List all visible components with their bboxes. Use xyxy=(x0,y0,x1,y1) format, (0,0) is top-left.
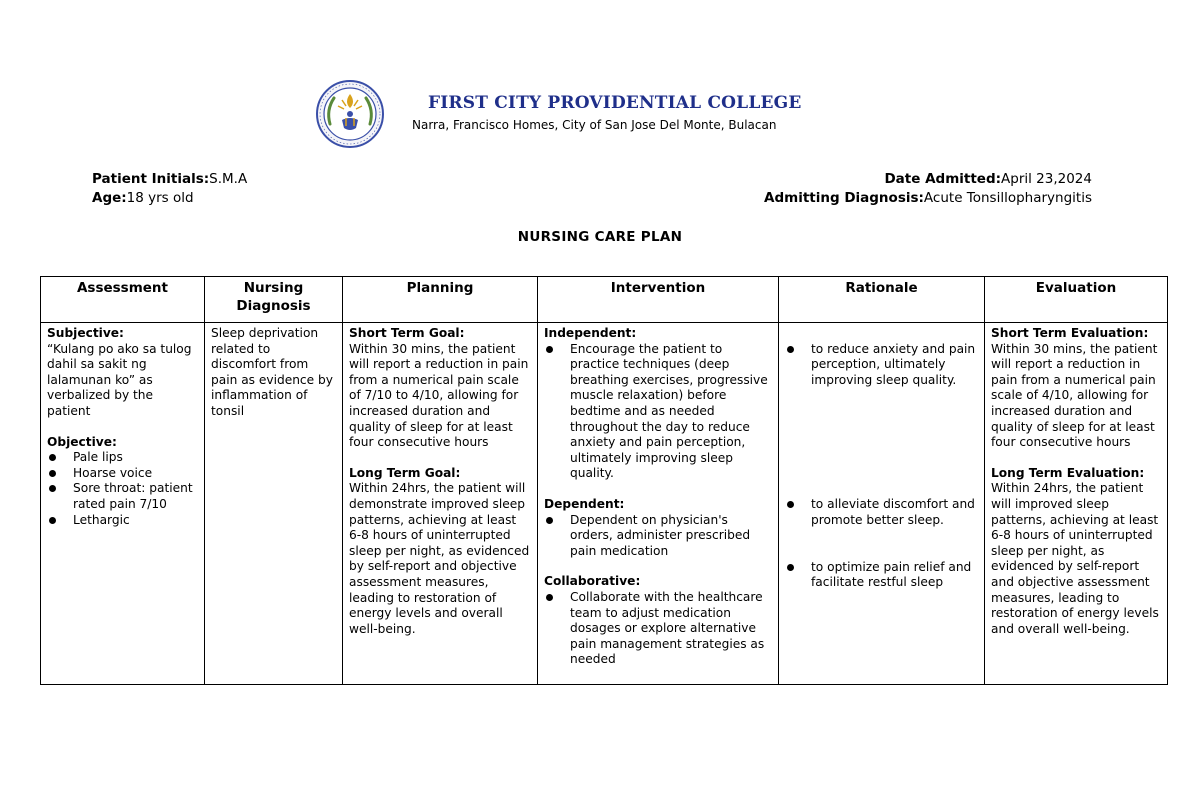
evaluation-cell xyxy=(985,323,1168,685)
list-item xyxy=(544,590,772,668)
planning-cell xyxy=(343,323,538,685)
short-term-evaluation-text: Within 30 mins, the patient will report a reduction in pain from a numerical pain scale of 4/10, allowing for increased duration and quality of sleep for at least four consecutive hours xyxy=(991,341,1158,450)
column-header-assessment: Assessment xyxy=(41,277,205,323)
bullet-icon xyxy=(49,454,56,461)
list-item xyxy=(785,560,978,591)
college-seal-icon xyxy=(316,80,384,148)
column-header-nursing-diagnosis: Nursing Diagnosis xyxy=(205,277,343,323)
patient-info-left xyxy=(92,170,247,208)
rationale-item: to optimize pain relief and facilitate restful sleep xyxy=(811,559,972,590)
rationale-cell xyxy=(779,323,985,685)
college-name: FIRST CITY PROVIDENTIAL COLLEGE xyxy=(428,93,802,113)
table-row xyxy=(41,323,1168,685)
bullet-icon xyxy=(49,517,56,524)
objective-item: Lethargic xyxy=(73,512,130,527)
list-item xyxy=(544,513,772,560)
collaborative-label: Collaborative: xyxy=(544,574,641,589)
patient-initials-value: S.M.A xyxy=(209,171,248,187)
bullet-icon xyxy=(49,470,56,477)
college-address: Narra, Francisco Homes, City of San Jose Del Monte, Bulacan xyxy=(412,118,777,132)
bullet-icon xyxy=(787,346,794,353)
list-item xyxy=(47,481,198,512)
care-plan-table xyxy=(40,276,1168,685)
rationale-list-2 xyxy=(785,497,978,528)
patient-initials-label: Patient Initials: xyxy=(92,171,210,187)
objective-item: Hoarse voice xyxy=(73,465,153,480)
nursing-diagnosis-text: Sleep deprivation related to discomfort from pain as evidence by inflammation of tonsil xyxy=(211,326,333,418)
collaborative-item: Collaborate with the healthcare team to adjust medication dosages or explore alternative pain management strategies as needed xyxy=(570,589,765,667)
list-item xyxy=(785,497,978,528)
objective-item: Pale lips xyxy=(73,450,123,465)
short-term-goal-text: Within 30 mins, the patient will report a reduction in pain from a numerical pain scale of 7/10 to 4/10, allowing for increased duration and quality of sleep for at least four consecutive hours xyxy=(349,341,529,450)
rationale-list-1 xyxy=(785,342,978,389)
list-item xyxy=(544,342,772,482)
subjective-text: “Kulang po ako sa tulog dahil sa sakit ng lalamunan ko” as verbalized by the patient xyxy=(47,341,192,418)
dependent-list xyxy=(544,513,772,560)
list-item xyxy=(785,342,978,389)
list-item xyxy=(47,513,198,529)
short-term-goal-label: Short Term Goal: xyxy=(349,326,465,340)
page-title: NURSING CARE PLAN xyxy=(517,229,683,245)
list-item xyxy=(47,466,198,482)
column-header-rationale: Rationale xyxy=(779,277,985,323)
independent-list xyxy=(544,342,772,482)
table-header-row xyxy=(41,277,1168,323)
objective-list xyxy=(47,450,198,528)
bullet-icon xyxy=(49,485,56,492)
collaborative-list xyxy=(544,590,772,668)
column-header-evaluation: Evaluation xyxy=(985,277,1168,323)
objective-label: Objective: xyxy=(47,434,117,449)
rationale-item: to alleviate discomfort and promote better sleep. xyxy=(811,497,975,527)
column-header-intervention: Intervention xyxy=(538,277,779,323)
bullet-icon xyxy=(546,346,553,353)
long-term-evaluation-label: Long Term Evaluation: xyxy=(991,465,1145,480)
bullet-icon xyxy=(546,517,553,524)
dependent-item: Dependent on physician's orders, administer prescribed pain medication xyxy=(570,512,751,558)
objective-item: Sore throat: patient rated pain 7/10 xyxy=(73,481,193,511)
independent-label: Independent: xyxy=(544,326,637,340)
assessment-cell xyxy=(41,323,205,685)
intervention-cell xyxy=(538,323,779,685)
long-term-goal-label: Long Term Goal: xyxy=(349,465,461,480)
nursing-diagnosis-cell xyxy=(205,323,343,685)
rationale-list-3 xyxy=(785,560,978,591)
independent-item: Encourage the patient to practice techniques (deep breathing exercises, progressive muscle relaxation) before bedtime and as needed throughout the day to reduce anxiety and pain perception, ultimately improving sleep quality. xyxy=(570,341,768,481)
bullet-icon xyxy=(787,501,794,508)
age-value: 18 yrs old xyxy=(126,190,194,206)
bullet-icon xyxy=(546,594,553,601)
bullet-icon xyxy=(787,564,794,571)
admitting-diagnosis-value: Acute Tonsillopharyngitis xyxy=(923,190,1092,206)
dependent-label: Dependent: xyxy=(544,496,625,511)
admitting-diagnosis-label: Admitting Diagnosis: xyxy=(764,190,924,206)
short-term-evaluation-label: Short Term Evaluation: xyxy=(991,326,1149,340)
rationale-item: to reduce anxiety and pain perception, ultimately improving sleep quality. xyxy=(811,341,976,387)
date-admitted-label: Date Admitted: xyxy=(884,171,1002,187)
age-label: Age: xyxy=(92,190,127,206)
column-header-planning: Planning xyxy=(343,277,538,323)
patient-info-right xyxy=(764,170,1092,208)
date-admitted-value: April 23,2024 xyxy=(1001,171,1092,187)
list-item xyxy=(47,450,198,466)
long-term-goal-text: Within 24hrs, the patient will demonstrate improved sleep patterns, achieving at least 6-8 hours of uninterrupted sleep per night, as evidenced by self-report and objective assessment measures, leading to restoration of energy levels and overall well-being. xyxy=(349,481,530,636)
long-term-evaluation-text: Within 24hrs, the patient will improved sleep patterns, achieving at least 6-8 hours of uninterrupted sleep per night, as evidenced by self-report and objective assessment measures, leading to restoration of energy levels and overall well-being. xyxy=(991,481,1159,636)
subjective-label: Subjective: xyxy=(47,326,124,340)
